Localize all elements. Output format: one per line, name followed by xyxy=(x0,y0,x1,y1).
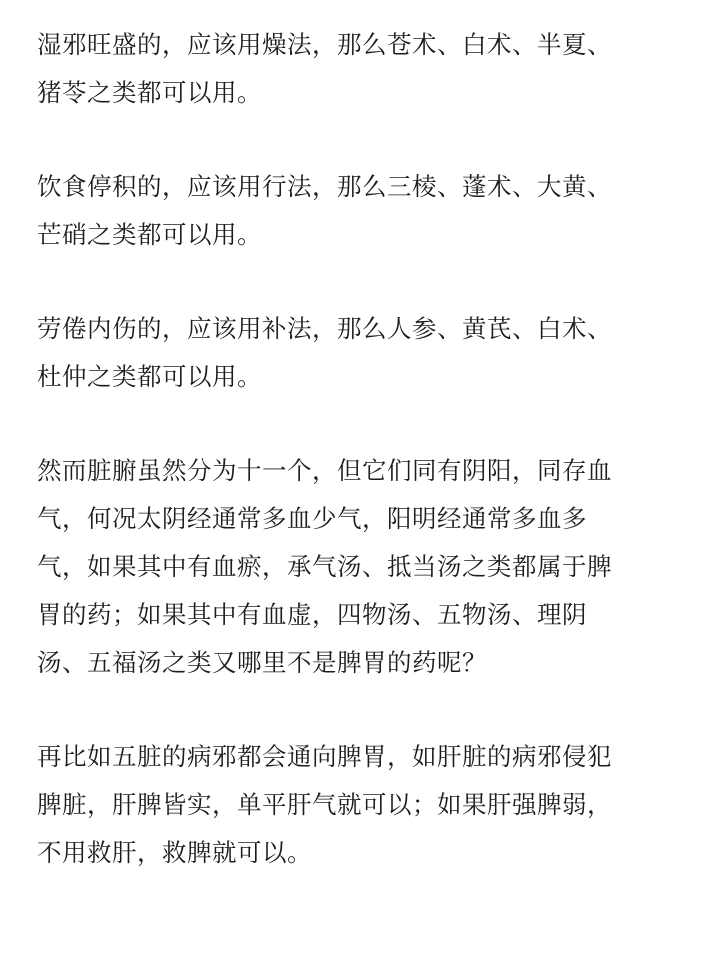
text-line: 然而脏腑虽然分为十一个，但它们同有阴阳，同存血 xyxy=(37,456,612,485)
text-line: 湿邪旺盛的，应该用燥法，那么苍术、白术、半夏、 xyxy=(37,30,612,59)
paragraph-fatigue xyxy=(37,305,689,401)
text-line: 再比如五脏的病邪都会通向脾胃，如肝脏的病邪侵犯 xyxy=(37,742,612,771)
text-line: 猪苓之类都可以用。 xyxy=(37,78,262,107)
text-line: 劳倦内伤的，应该用补法，那么人参、黄芪、白术、 xyxy=(37,314,612,343)
text-line: 杜仲之类都可以用。 xyxy=(37,362,262,391)
text-line: 胃的药；如果其中有血虚，四物汤、五物汤、理阴 xyxy=(37,600,587,629)
text-line: 饮食停积的，应该用行法，那么三棱、蓬术、大黄、 xyxy=(37,172,612,201)
text-line: 不用救肝，救脾就可以。 xyxy=(37,838,312,867)
text-line: 气，何况太阴经通常多血少气，阳明经通常多血多 xyxy=(37,504,587,533)
paragraph-yin-yang xyxy=(37,447,689,687)
article-body xyxy=(37,21,689,923)
paragraph-five-organs xyxy=(37,733,689,877)
text-line: 芒硝之类都可以用。 xyxy=(37,220,262,249)
text-line: 气，如果其中有血瘀，承气汤、抵当汤之类都属于脾 xyxy=(37,552,612,581)
paragraph-food-stagnation xyxy=(37,163,689,259)
paragraph-dampness xyxy=(37,21,689,117)
text-line: 脾脏，肝脾皆实，单平肝气就可以；如果肝强脾弱， xyxy=(37,790,612,819)
text-line: 汤、五福汤之类又哪里不是脾胃的药呢？ xyxy=(37,648,487,677)
